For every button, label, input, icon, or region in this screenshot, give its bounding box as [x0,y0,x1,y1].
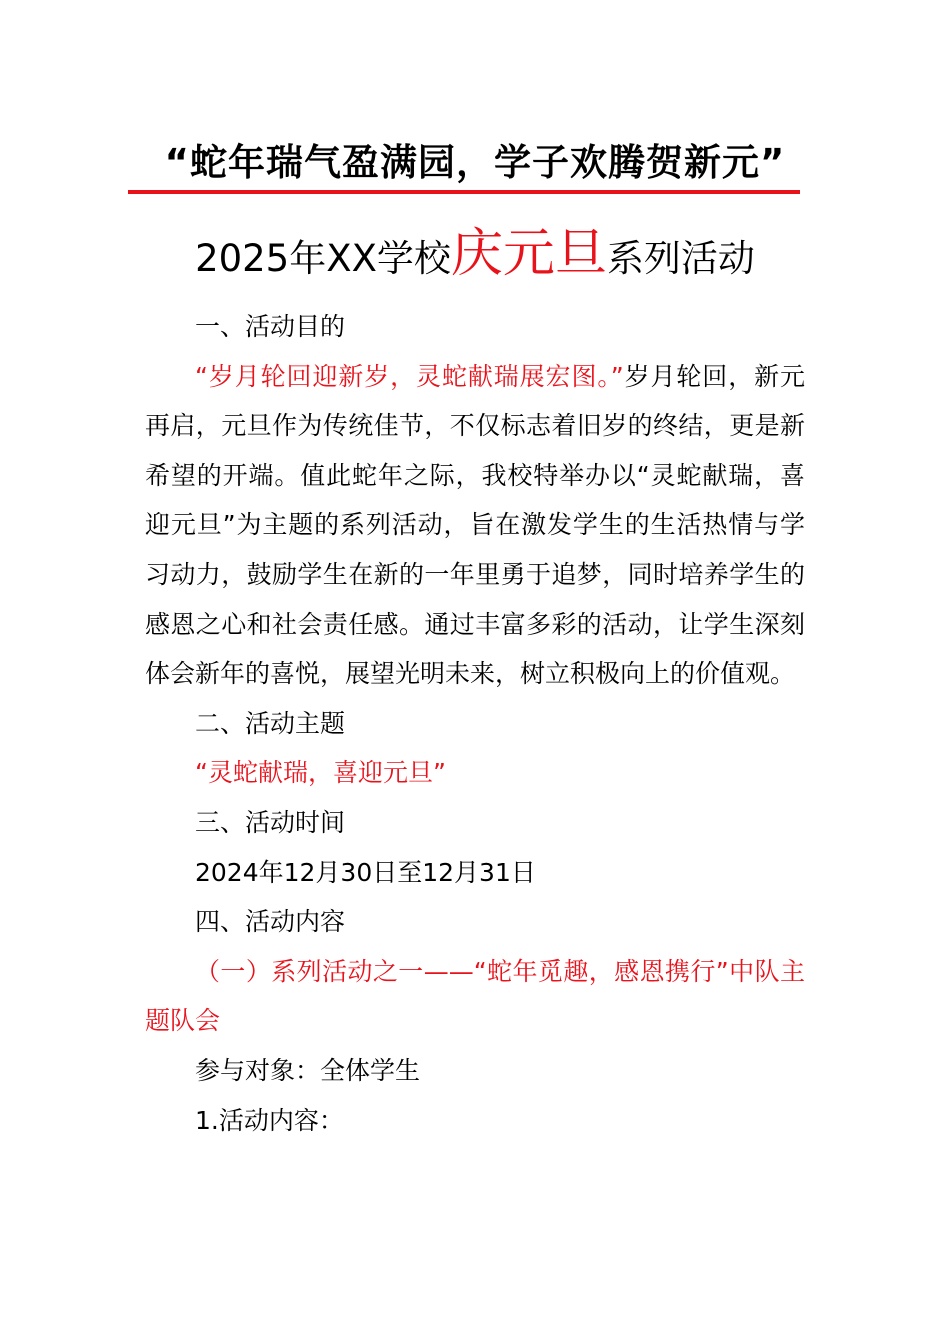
purpose-text: 岁月轮回，新元再启，元旦作为传统佳节，不仅标志着旧岁的终结，更是新希望的开端。值此蛇年之际，我校特举办以“灵蛇献瑞，喜迎元旦”为主题的系列活动，旨在激发学生的生活热情与学习动力，鼓励学生在新的一年里勇于追梦，同时培养学生的感恩之心和社会责任感。通过丰富多彩的活动，让学生深刻体会新年的喜悦，展望光明未来，树立积极向上的价值观。 [145,361,805,689]
participants-text: 参与对象：全体学生 [195,1055,421,1085]
purpose-paragraph [145,352,805,699]
content-heading: 四、活动内容 [195,907,346,937]
subtitle-prefix: 2025年XX学校 [195,237,451,280]
theme-heading: 二、活动主题 [195,708,346,738]
subtitle-suffix: 系列活动 [606,237,755,280]
activity1-title: （一）系列活动之一——“蛇年觅趣，感恩携行”中队主题队会 [145,956,805,1036]
time-heading: 三、活动时间 [195,807,346,837]
document-headline: “蛇年瑞气盈满园，学子欢腾贺新元” [164,141,786,184]
purpose-quote: “岁月轮回迎新岁，灵蛇献瑞展宏图。” [195,361,624,391]
document-subtitle [0,222,950,291]
subtitle-highlight: 庆元旦 [450,224,607,284]
theme-text: “灵蛇献瑞，喜迎元旦” [195,758,446,788]
time-text: 2024年12月30日至12月31日 [195,857,536,887]
item1-label: 1.活动内容： [195,1105,344,1135]
purpose-heading: 一、活动目的 [195,312,346,341]
document-body [145,302,805,1145]
red-divider-line [128,190,800,194]
